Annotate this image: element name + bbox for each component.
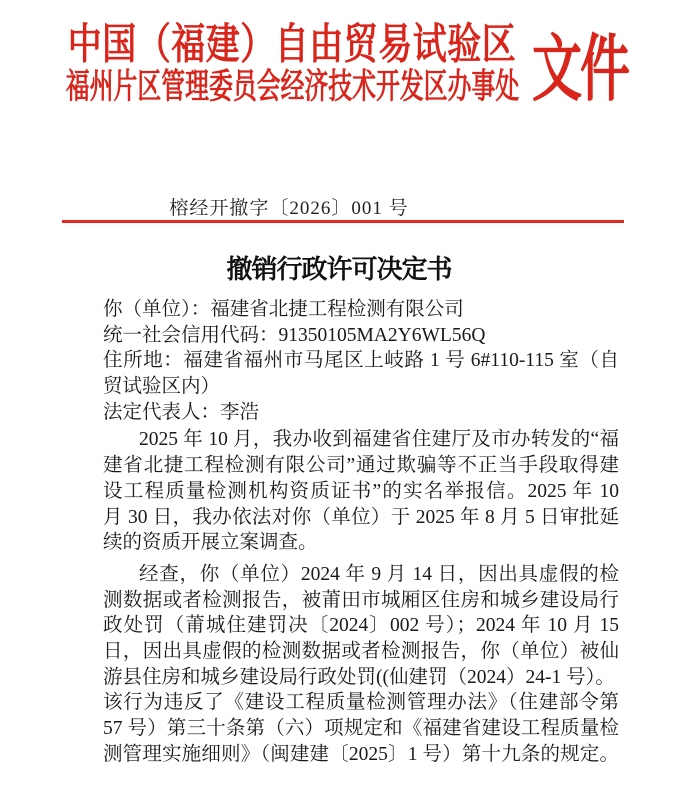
paragraph1-line: 设工程质量检测机构资质证书”的实名举报信。2025 年 10 (103, 480, 619, 502)
paragraph2-line: 测数据或者检测报告，被莆田市城厢区住房和城乡建设局行 (103, 589, 619, 611)
paragraph2-line: 日，因出具虚假的检测数据或者检测报告，你（单位）被仙 (103, 640, 619, 662)
org-name-line1: 中国（福建）自由贸易试验区 (67, 22, 517, 69)
paragraph1-line: 建省北捷工程检测有限公司”通过欺骗等不正当手段取得建 (103, 455, 619, 477)
paragraph2-line: 测管理实施细则》（闽建建〔2025〕1 号）第十九条的规定。 (103, 743, 619, 765)
red-divider-line (62, 220, 624, 223)
address-line-1: 住所地：福建省福州市马尾区上岐路 1 号 6#110-115 室（自 (103, 350, 619, 372)
document-letterhead (56, 16, 632, 110)
recipient-unit-line: 你（单位）：福建省北捷工程检测有限公司 (103, 299, 464, 320)
paragraph2-line: 57 号）第三十条第（六）项规定和《福建省建设工程质量检 (103, 718, 619, 739)
org-name-line2: 福州片区管理委员会经济技术开发区办事处 (65, 66, 519, 107)
paragraph1-line: 2025 年 10 月，我办收到福建省住建厅及市办转发的“福 (139, 429, 619, 451)
credit-code-line: 统一社会信用代码：91350105MA2Y6WL56Q (103, 324, 486, 346)
paragraph2-line: 经查，你（单位）2024 年 9 月 14 日，因出具虚假的检 (139, 563, 619, 585)
address-line-2: 贸试验区内） (103, 376, 221, 398)
paragraph2-line: 该行为违反了《建设工程质量检测管理办法》（住建部令第 (103, 692, 619, 714)
paragraph2-line: 政处罚（莆城住建罚决〔2024〕002 号）；2024 年 10 月 15 (103, 615, 619, 637)
issuing-organization (56, 16, 528, 106)
document-body (103, 297, 619, 767)
reference-number: 榕经开撤字〔2026〕001 号 (169, 198, 409, 219)
document-type-label: 文件 (532, 28, 628, 110)
paragraph2-line: 游县住房和城乡建设局行政处罚((仙建罚（2024）24-1 号）。 (103, 666, 615, 688)
paragraph1-line: 月 30 日，我办依法对你（单位）于 2025 年 8 月 5 日审批延 (103, 506, 619, 528)
legal-representative-line: 法定代表人：李浩 (103, 401, 260, 423)
paragraph1-line: 续的资质开展立案调查。 (103, 532, 318, 554)
document-title: 撤销行政许可决定书 (226, 254, 452, 284)
